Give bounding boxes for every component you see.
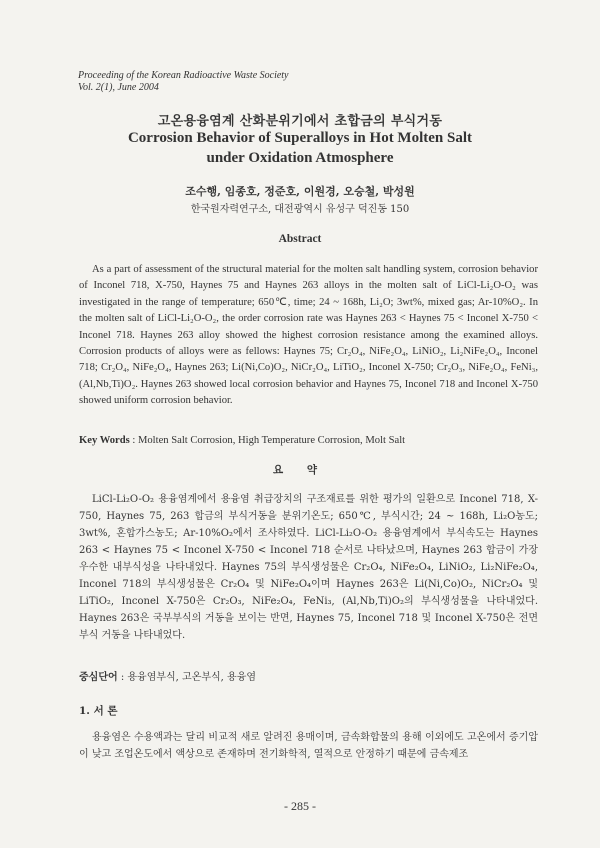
- introduction-body: 용융염은 수용액과는 달리 비교적 새로 알려진 용매이며, 금속화합물의 용해 이외에도 고온에서 증기압이 낮고 조업온도에서 액상으로 존재하며 전기화학적, 열적으로 안정하기 때문에 금속제조: [79, 732, 538, 760]
- korean-keywords-value: 용융염부식, 고온부식, 용융염: [127, 672, 257, 683]
- page-number: - 285 -: [284, 799, 316, 813]
- affiliation: 한국원자력연구소, 대전광역시 유성구 덕진동 150: [190, 204, 410, 215]
- abstract-body: As a part of assessment of the structural material for the molten salt handling system, corrosion behavior of Inconel 718, X-750, Haynes 75 and Haynes 263 alloys in the molten salt of LiCl-Li₂O-O₂ was investigated in the range of temperature; 650℃, time; 24 ~ 168h, Li₂O; 3wt%, mixed gas; Ar-10%O₂. In the molten salt of LiCl-Li₂O-O₂, the order corrosion rate was Haynes 263 < Haynes 75 < Inconel X-750 < Inconel 718. Haynes 263 alloy showed the highest corrosion resistance among the examined alloys. Corrosion products of alloys were as fellows: Haynes 75; Cr₂O₄, NiFe₂O₄, LiNiO₂, Li₂NiFe₂O₄, Inconel 718; Cr₂O₄, NiFe₂O₄, Haynes 263; Li(Ni,Co)O₂, NiCr₂O₄, LiTiO₂, Inconel X-750; Cr₂O₃, NiFe₂O₄, FeNi₃, (Al,Nb,Ti)O₂. Haynes 263 showed local corrosion behavior and Haynes 75, Inconel 718 and Inconel X-750 showed uniform corrosion behavior.: [79, 264, 538, 407]
- korean-title: 고온용융염계 산화분위기에서 초합금의 부식거동: [157, 114, 443, 129]
- keywords: [79, 435, 538, 446]
- korean-summary-heading: 요 약: [273, 464, 327, 476]
- english-title: [0, 128, 600, 168]
- keywords-separator: :: [129, 435, 138, 446]
- abstract-heading: Abstract: [278, 233, 322, 245]
- english-title-line2: under Oxidation Atmosphere: [206, 150, 394, 166]
- journal-volume: Vol. 2(1), June 2004: [78, 82, 159, 93]
- english-title-line1: Corrosion Behavior of Superalloys in Hot Molten Salt: [127, 130, 473, 146]
- section-heading-introduction: 1. 서 론: [79, 705, 118, 717]
- korean-keywords: [79, 668, 538, 683]
- korean-keywords-label: 중심단어: [79, 672, 118, 683]
- journal-name: Proceeding of the Korean Radioactive Waste Society: [78, 70, 289, 81]
- korean-keywords-separator: :: [117, 672, 128, 683]
- journal-header: [78, 70, 289, 94]
- keywords-value: Molten Salt Corrosion, High Temperature Corrosion, Molt Salt: [137, 435, 406, 446]
- author-list: 조수행, 임종호, 정준호, 이원경, 오승철, 박성원: [185, 185, 415, 198]
- korean-summary-body: LiCl-Li₂O-O₂ 용융염계에서 용융염 취급장치의 구조재료를 위한 평가의 일환으로 Inconel 718, X-750, Haynes 75, 263 합금의 부식거동을 분위기온도; 650℃, 부식시간; 24 ~ 168h, Li₂O농도; 3wt%, 혼합가스농도; Ar-10%O₂에서 조사하였다. LiCl-Li₂O-O₂ 용융염계에서 부식속도는 Haynes 263 < Haynes 75 < Inconel X-750 < Inconel 718 순서로 나타났으며, Haynes 263 합금이 가장 우수한 내부식성을 나타내었다. Haynes 75의 부식생성물은 Cr₂O₄, NiFe₂O₄, LiNiO₂, Li₂NiFe₂O₄, Inconel 718의 부식생성물은 Cr₂O₄ 및 NiFe₂O₄이며 Haynes 263은 Li(Ni,Co)O₂, NiCr₂O₄ 및 LiTiO₂, Inconel X-750은 Cr₂O₃, NiFe₂O₄, FeNi₃, (Al,Nb,Ti)O₂의 부식생성물을 나타내었다. Haynes 263은 국부부식의 거동을 보이는 반면, Haynes 75, Inconel 718 및 Inconel X-750은 전면부식 거동을 나타내었다.: [79, 494, 538, 641]
- keywords-label: Key Words: [79, 435, 130, 446]
